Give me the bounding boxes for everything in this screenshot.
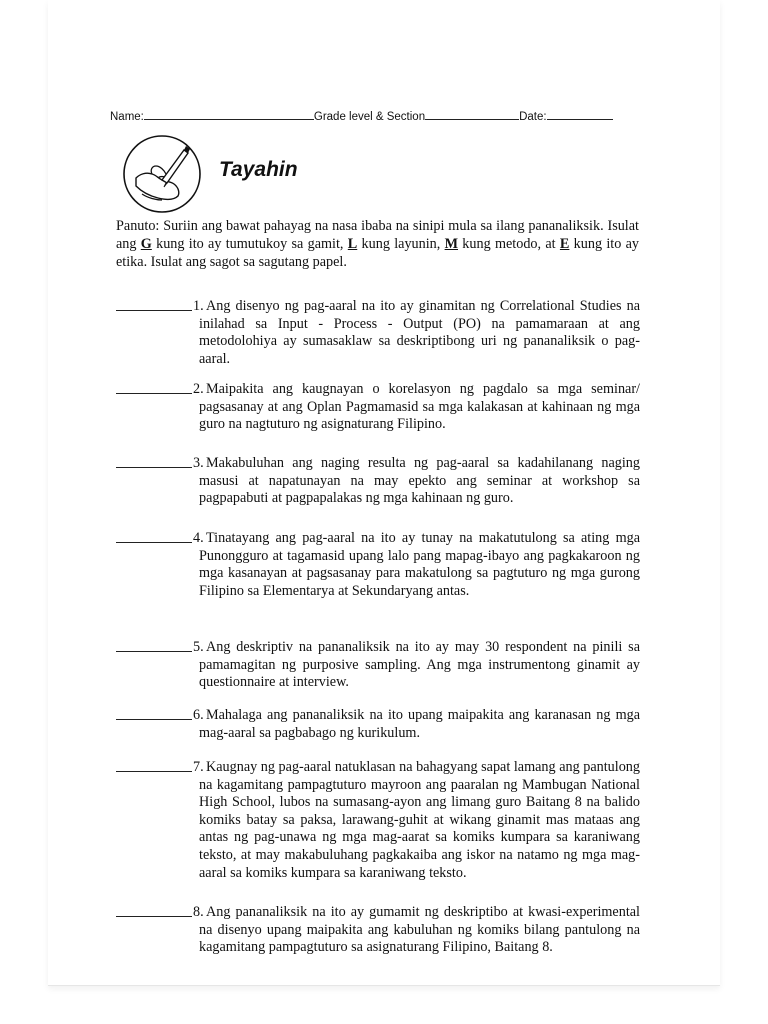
question-number: 1. [193, 298, 204, 314]
question-item [116, 639, 640, 692]
date-label: Date: [519, 111, 547, 123]
question-item [116, 530, 640, 600]
question-text: Maipakita ang kaugnayan o korelasyon ng pagdalo sa mga seminar/ pagsasanay at ang Oplan Pagmamasid sa mga kalakasan at kahinaan ng mga guro na nagtuturo ng asignaturang Filipino. [199, 381, 640, 433]
question-number: 6. [193, 707, 204, 723]
question-text: Makabuluhan ang naging resulta ng pag-aaral sa kadahilanang naging masusi at napatunayan na may epekto ang seminar at workshop sa pagpapabuti at pagpapalakas ng mga kahinaan ng guro. [199, 455, 640, 507]
key-m: M [444, 236, 459, 252]
question-item [116, 455, 640, 508]
question-number: 4. [193, 530, 204, 546]
answer-blank[interactable] [116, 707, 192, 720]
answer-blank[interactable] [116, 639, 192, 652]
question-text: Tinatayang ang pag-aaral na ito ay tunay na makatutulong sa ating mga Punongguro at tagamasid upang lalo pang mapag-ibayo ang pagkakaroon ng mga kasanayan at pagsasanay para makatulong sa pagtuturo ng mga gurong Filipino sa Elementarya at Sekundaryang antas. [199, 530, 640, 599]
name-blank[interactable] [144, 108, 314, 120]
question-item [116, 707, 640, 742]
answer-blank[interactable] [116, 530, 192, 543]
question-text: Ang deskriptiv na pananaliksik na ito ay may 30 respondent na pinili sa pamamagitan ng purposive sampling. Ang mga instrumentong ginamit ay questionnaire at interview. [199, 639, 640, 691]
question-number: 2. [193, 381, 204, 397]
question-text: Kaugnay ng pag-aaral natuklasan na bahagyang sapat lamang ang pantulong na kagamitang pampagtuturo mayroon ang paaralan ng Mambugan National High School, lubos na sumasang-ayon ang limang guro Baitang 8 na balido komiks batay sa paksa, larawang-guhit at wikang ginamit mas mataas ang antas ng pag-unawa ng mga mag-aarat sa komiks kumpara sa karaniwang teksto, at may makabuluhang pagkakaiba ang iskor na natamo ng mga mag-aaral sa komiks kumpara sa karaniwang teksto. [199, 759, 640, 881]
key-e: E [559, 236, 570, 252]
question-text: Mahalaga ang pananaliksik na ito upang maipakita ang karanasan ng mga mag-aaral sa pagbabago ng kurikulum. [199, 707, 640, 741]
answer-blank[interactable] [116, 381, 192, 394]
answer-blank[interactable] [116, 904, 192, 917]
page-title: Tayahin [219, 158, 298, 181]
key-g: G [140, 236, 152, 252]
question-number: 8. [193, 904, 204, 920]
grade-label: Grade level & Section [313, 111, 426, 123]
question-number: 5. [193, 639, 204, 655]
question-number: 7. [193, 759, 204, 775]
answer-blank[interactable] [116, 455, 192, 468]
key-l: L [347, 236, 358, 252]
name-label: Name: [110, 111, 144, 123]
question-text: Ang disenyo ng pag-aaral na ito ay ginamitan ng Correlational Studies na inilahad sa Input - Process - Output (PO) na pamamaraan at ang metodolohiya ay sumasaklaw sa deskriptibong uri ng pananaliksik o pag-aaral. [199, 298, 640, 367]
question-number: 3. [193, 455, 204, 471]
answer-blank[interactable] [116, 759, 192, 772]
date-blank[interactable] [547, 108, 613, 120]
question-item [116, 759, 640, 882]
hand-writing-pen-icon [122, 134, 202, 214]
answer-blank[interactable] [116, 298, 192, 311]
question-item [116, 381, 640, 434]
question-item [116, 298, 640, 368]
question-text: Ang pananaliksik na ito ay gumamit ng deskriptibo at kwasi-experimental na disenyo upang maipakita ang kabuluhan ng komiks bilang pantulong na kagamitang pampagtuturo sa asignaturang Filipino, Baitang 8. [199, 904, 640, 956]
instructions: Panuto: Suriin ang bawat pahayag na nasa ibaba na sinipi mula sa ilang pananaliksik. Isulat ang G kung ito ay tumutukoy sa gamit, L kung layunin, M kung metodo, at E kung ito ay etika. Isulat ang sagot sa sagutang papel. [116, 218, 639, 270]
header-fields [110, 108, 670, 123]
question-item [116, 904, 640, 957]
grade-blank[interactable] [425, 108, 519, 120]
